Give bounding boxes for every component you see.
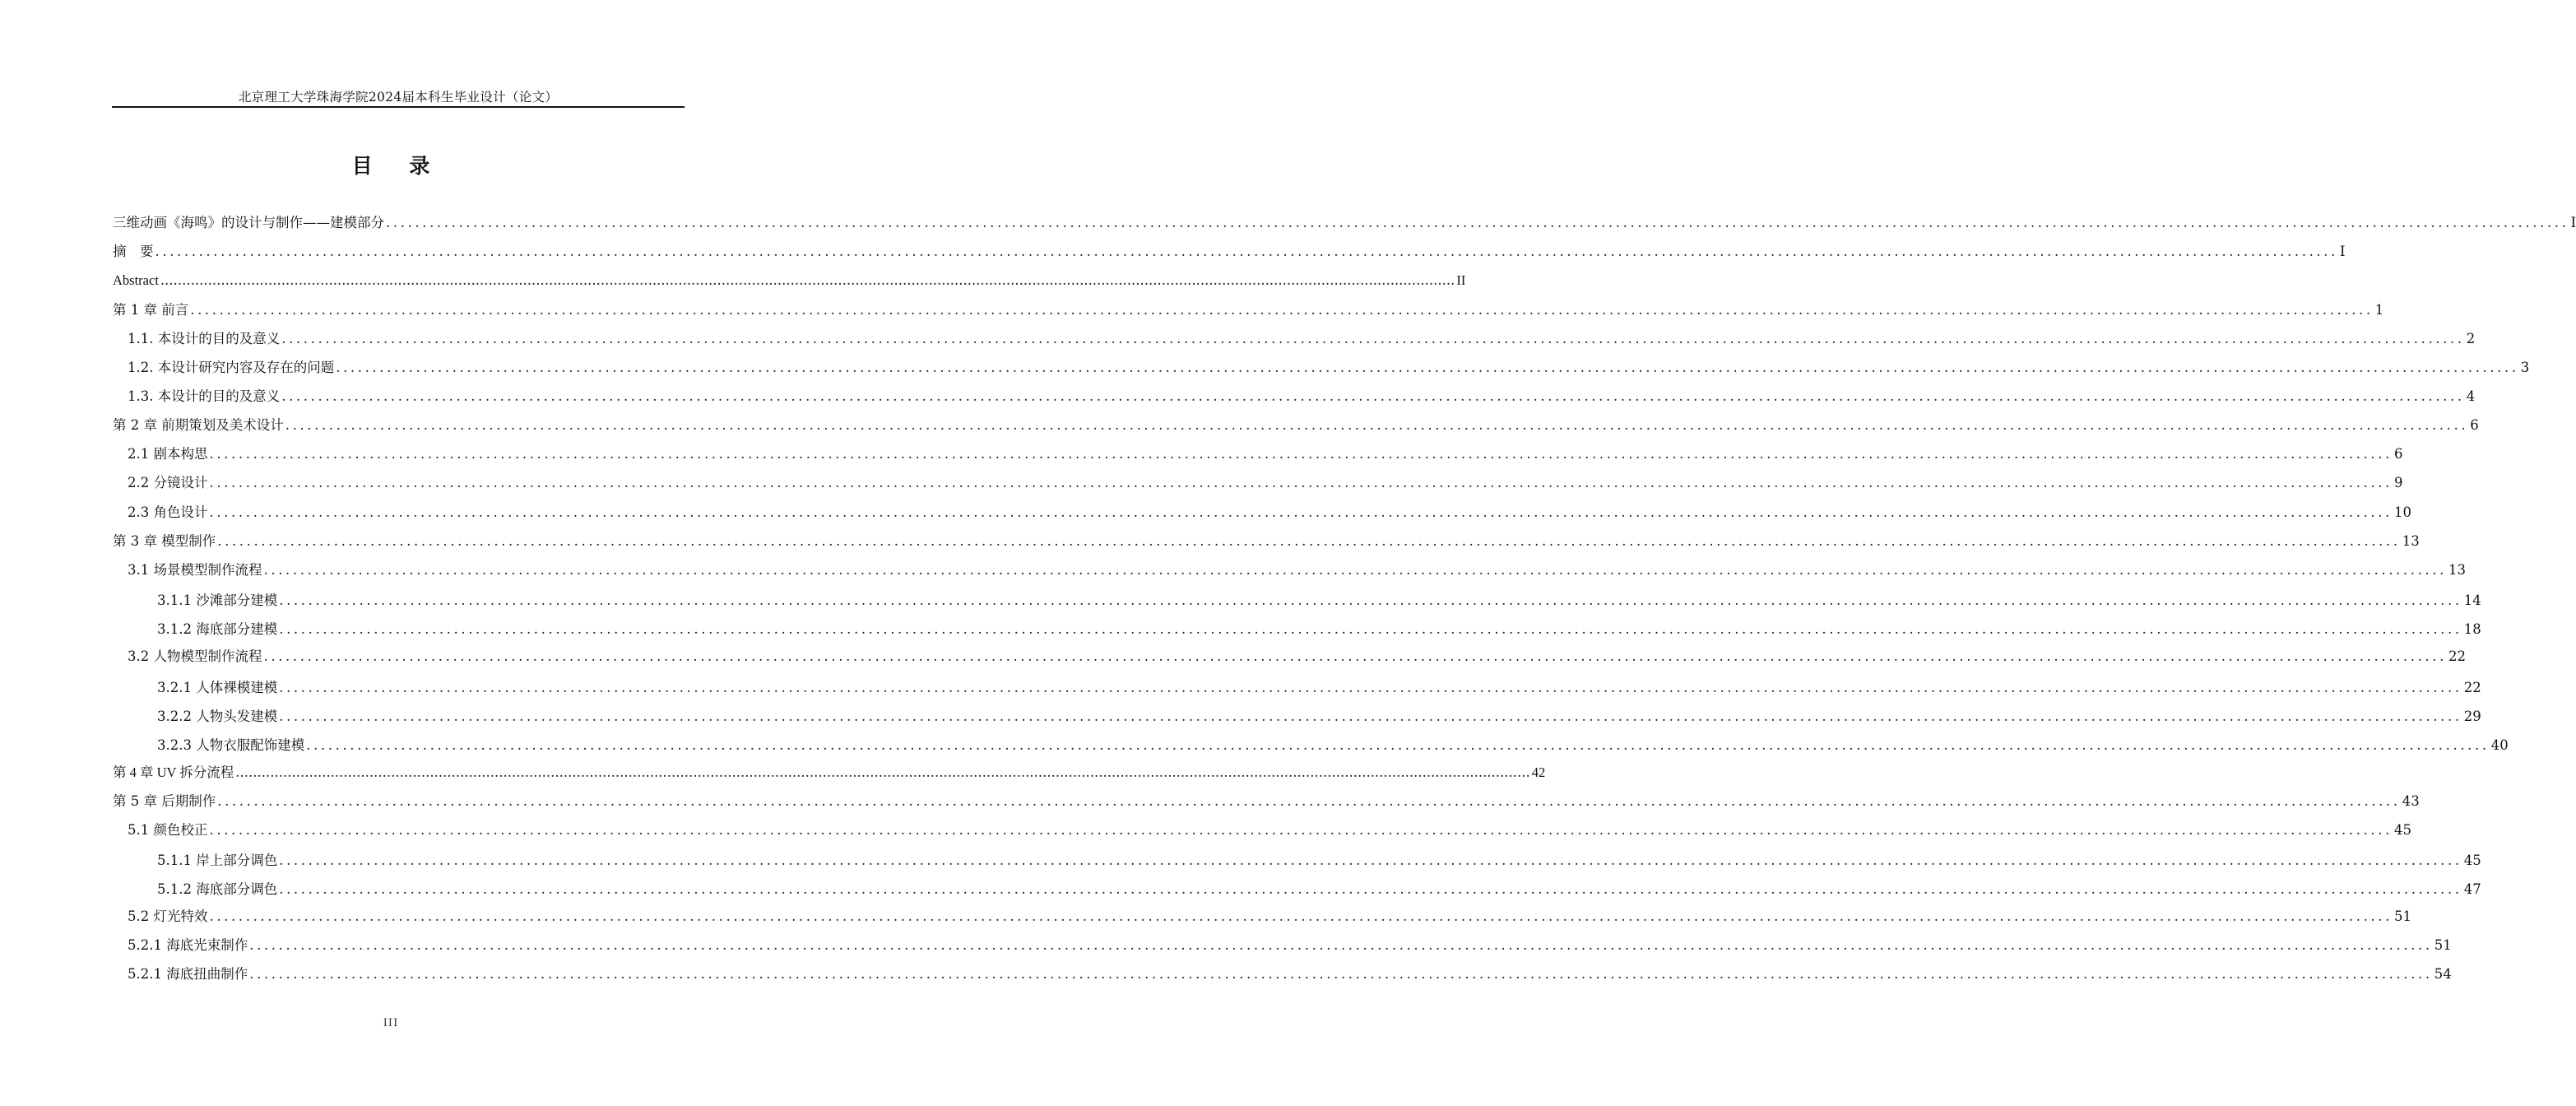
toc-entry-page: 2 xyxy=(2466,331,2476,346)
toc-entry[interactable] xyxy=(157,678,2481,698)
toc-entry-page: 6 xyxy=(2393,446,2403,462)
dot-leader: ............................................................................................................................................................................................................................................................................................................ xyxy=(279,881,2462,897)
toc-entry-page: 10 xyxy=(2393,504,2411,520)
toc-entry-label: 1.1. 本设计的目的及意义 xyxy=(128,331,281,346)
toc-entry-label: 3.2.3 人物衣服配饰建模 xyxy=(157,737,305,753)
toc-entry-label: 第 1 章 前言 xyxy=(113,302,189,318)
toc-entry-page: I xyxy=(2339,244,2346,259)
dot-leader: ............................................................................................................................................................................................................................................................................................................ xyxy=(279,709,2462,724)
toc-entry-page: 51 xyxy=(2393,908,2411,924)
toc-entry[interactable] xyxy=(128,907,2411,927)
toc-entry-page: 45 xyxy=(2393,822,2411,838)
toc-entry-page: I xyxy=(2570,215,2576,230)
dot-leader: ............................................................................................................................................................................................................................................................................................................ xyxy=(209,475,2393,490)
toc-entry-page: 51 xyxy=(2434,937,2452,953)
dot-leader: ............................................................................................................................................................................................................................................................................................................ xyxy=(160,272,1455,288)
toc-entry[interactable] xyxy=(113,532,2420,551)
toc-entry[interactable] xyxy=(113,763,1546,783)
toc-entry[interactable] xyxy=(128,444,2403,464)
toc-entry-page: 3 xyxy=(2520,360,2530,375)
toc-entry-label: 第 3 章 模型制作 xyxy=(113,533,216,549)
toc-entry-page: 42 xyxy=(1531,764,1546,780)
toc-entry-page: 47 xyxy=(2463,881,2481,897)
toc-entry-page: 29 xyxy=(2463,709,2481,724)
toc-entry-label: 2.1 剧本构思 xyxy=(128,446,208,462)
toc-entry[interactable] xyxy=(113,213,2576,233)
dot-leader: ............................................................................................................................................................................................................................................................................................................ xyxy=(279,592,2462,608)
dot-leader: ............................................................................................................................................................................................................................................................................................................ xyxy=(279,680,2462,695)
toc-entry[interactable] xyxy=(157,736,2509,755)
dot-leader: ............................................................................................................................................................................................................................................................................................................ xyxy=(190,302,2374,318)
toc-entry-label: 3.2.2 人物头发建模 xyxy=(157,709,278,724)
toc-entry[interactable] xyxy=(128,358,2530,378)
dot-leader: ............................................................................................................................................................................................................................................................................................................ xyxy=(209,504,2393,520)
toc-entry-page: 18 xyxy=(2463,621,2481,637)
toc-entry-label: 1.3. 本设计的目的及意义 xyxy=(128,388,281,404)
toc-entry-page: 40 xyxy=(2490,737,2509,753)
toc-entry-page: 1 xyxy=(2374,302,2384,318)
page-number: III xyxy=(383,1017,399,1029)
toc-entry[interactable] xyxy=(157,620,2481,639)
toc-entry-label: 5.1.2 海底部分调色 xyxy=(157,881,278,897)
page-header: 北京理工大学珠海学院2024届本科生毕业设计（论文） xyxy=(238,90,559,105)
toc-entry[interactable] xyxy=(128,964,2452,984)
toc-entry[interactable] xyxy=(128,503,2411,523)
toc-entry[interactable] xyxy=(113,416,2479,435)
toc-entry-label: 3.1.1 沙滩部分建模 xyxy=(157,592,278,608)
toc-entry-label: 第 5 章 后期制作 xyxy=(113,793,216,809)
dot-leader: ............................................................................................................................................................................................................................................................................................................ xyxy=(336,360,2519,375)
dot-leader: ............................................................................................................................................................................................................................................................................................................ xyxy=(155,244,2338,259)
toc-entry-page: II xyxy=(1456,272,1466,288)
toc-entry-label: 3.1.2 海底部分建模 xyxy=(157,621,278,637)
toc-entry[interactable] xyxy=(157,880,2481,899)
toc-entry[interactable] xyxy=(113,792,2420,811)
toc-entry-label: 5.1.1 岸上部分调色 xyxy=(157,853,278,868)
dot-leader: ............................................................................................................................................................................................................................................................................................................ xyxy=(285,417,2469,433)
toc-entry-label: 3.2.1 人体裸模建模 xyxy=(157,680,278,695)
toc-entry-label: 5.2.1 海底光束制作 xyxy=(128,937,248,953)
dot-leader: ............................................................................................................................................................................................................................................................................................................ xyxy=(235,764,1530,780)
dot-leader: ............................................................................................................................................................................................................................................................................................................ xyxy=(281,331,2465,346)
toc-entry-page: 22 xyxy=(2463,680,2481,695)
toc-entry[interactable] xyxy=(113,242,2346,262)
toc-entry[interactable] xyxy=(128,560,2466,580)
dot-leader: ............................................................................................................................................................................................................................................................................................................ xyxy=(281,388,2465,404)
toc-entry-label: 5.1 颜色校正 xyxy=(128,822,208,838)
toc-entry[interactable] xyxy=(128,387,2476,407)
toc-entry-label: 3.1 场景模型制作流程 xyxy=(128,562,262,578)
dot-leader: ............................................................................................................................................................................................................................................................................................................ xyxy=(386,215,2569,230)
dot-leader: ............................................................................................................................................................................................................................................................................................................ xyxy=(217,793,2401,809)
toc-entry[interactable] xyxy=(157,707,2481,727)
dot-leader: ............................................................................................................................................................................................................................................................................................................ xyxy=(249,966,2433,982)
toc-entry-label: 1.2. 本设计研究内容及存在的问题 xyxy=(128,360,335,375)
toc-entry-label: Abstract xyxy=(113,272,159,288)
toc-entry-page: 54 xyxy=(2434,966,2452,982)
toc-entry-page: 4 xyxy=(2466,388,2476,404)
toc-entry[interactable] xyxy=(157,591,2481,611)
toc-entry[interactable] xyxy=(128,473,2403,493)
toc-entry-label: 摘 要 xyxy=(113,244,154,259)
toc-entry[interactable] xyxy=(128,820,2411,840)
toc-entry-page: 14 xyxy=(2463,592,2481,608)
dot-leader: ............................................................................................................................................................................................................................................................................................................ xyxy=(209,446,2393,462)
toc-entry-label: 5.2.1 海底扭曲制作 xyxy=(128,966,248,982)
toc-entry-label: 5.2 灯光特效 xyxy=(128,908,208,924)
toc-entry-page: 13 xyxy=(2448,562,2466,578)
toc-entry[interactable] xyxy=(128,936,2452,955)
dot-leader: ............................................................................................................................................................................................................................................................................................................ xyxy=(279,621,2462,637)
toc-entry[interactable] xyxy=(113,300,2384,320)
toc-entry-page: 9 xyxy=(2393,475,2403,490)
dot-leader: ............................................................................................................................................................................................................................................................................................................ xyxy=(217,533,2401,549)
toc-entry-label: 2.2 分镜设计 xyxy=(128,475,208,490)
toc-entry[interactable] xyxy=(113,271,1466,290)
toc-entry[interactable] xyxy=(128,329,2476,349)
toc-entry[interactable] xyxy=(157,851,2481,871)
toc-entry-page: 43 xyxy=(2402,793,2420,809)
toc-entry-page: 6 xyxy=(2470,417,2479,433)
dot-leader: ............................................................................................................................................................................................................................................................................................................ xyxy=(263,562,2447,578)
toc-entry-page: 22 xyxy=(2448,648,2466,664)
header-divider xyxy=(112,106,685,108)
toc-entry-label: 第 4 章 UV 拆分流程 xyxy=(113,764,234,780)
toc-entry-page: 45 xyxy=(2463,853,2481,868)
toc-entry-label: 第 2 章 前期策划及美术设计 xyxy=(113,417,284,433)
toc-entry-label: 三维动画《海鸣》的设计与制作——建模部分 xyxy=(113,215,384,230)
dot-leader: ............................................................................................................................................................................................................................................................................................................ xyxy=(209,908,2393,924)
dot-leader: ............................................................................................................................................................................................................................................................................................................ xyxy=(209,822,2393,838)
dot-leader: ............................................................................................................................................................................................................................................................................................................ xyxy=(263,648,2447,664)
toc-entry-label: 3.2 人物模型制作流程 xyxy=(128,648,262,664)
dot-leader: ............................................................................................................................................................................................................................................................................................................ xyxy=(279,853,2462,868)
toc-entry-page: 13 xyxy=(2402,533,2420,549)
page-title: 目 录 xyxy=(351,154,445,178)
toc-entry[interactable] xyxy=(128,647,2466,667)
dot-leader: ............................................................................................................................................................................................................................................................................................................ xyxy=(249,937,2433,953)
dot-leader: ............................................................................................................................................................................................................................................................................................................ xyxy=(306,737,2490,753)
toc-entry-label: 2.3 角色设计 xyxy=(128,504,208,520)
